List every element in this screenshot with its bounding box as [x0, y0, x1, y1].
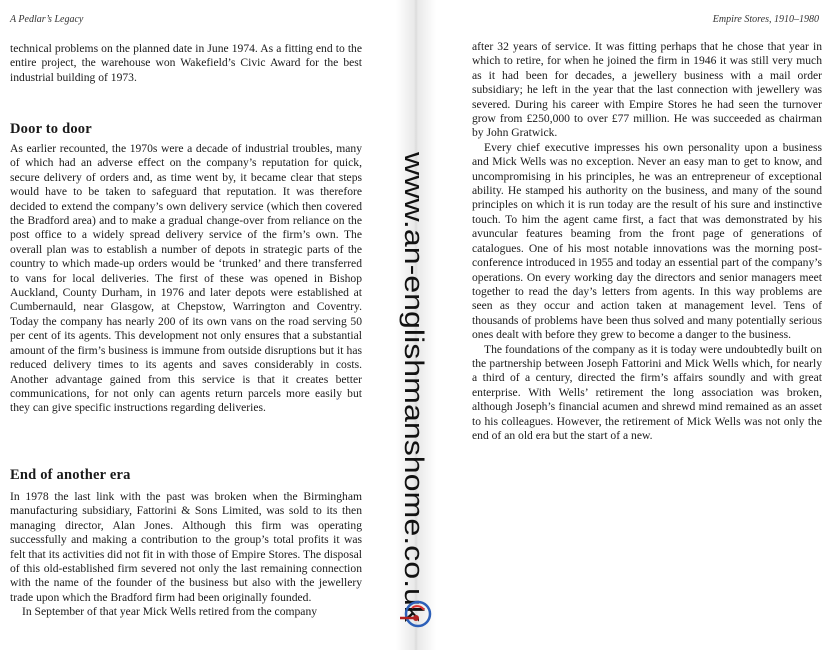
section-heading-door-to-door: Door to door	[10, 121, 92, 137]
section-door-to-door-body	[10, 142, 362, 416]
right-body	[472, 40, 822, 443]
section-door-to-door	[10, 122, 362, 136]
intro-paragraph: technical problems on the planned date in June 1974. As a fitting end to the entire project, the warehouse won Wakefield’s Civic Award for the best industrial building of 1973.	[10, 42, 362, 84]
section-heading-end-of-era: End of another era	[10, 467, 131, 483]
left-intro	[10, 42, 362, 85]
circle-logo-icon	[398, 596, 434, 632]
right-running-head: Empire Stores, 1910–1980	[712, 14, 819, 25]
right-paragraph-1: after 32 years of service. It was fitting perhaps that he chose that year in which to retire, for when he joined the firm in 1946 it was still very much as it had been for decades, a jewellery business with a mail order subsidiary; he left in the year that the last connection with jewellery was severed. During his career with Empire Stores he had seen the turnover grow from £250,000 to over £77 million. He was succeeded as chairman by John Gratwick.	[472, 40, 822, 140]
right-paragraph-2: Every chief executive impresses his own personality upon a business and Mick Wells was no exception. Never an easy man to get to know, and uncompromising in his principles, he was an entrepreneur of exceptional ability. He stamped his authority on the business, and many of the sound principles on which it is run today are the result of his sure and instinctive touch. To him the agent came first, a fact that was demonstrated by his avuncular features beaming from the front page of generations of catalogues. One of his most notable innovations was the morning post-conference introduced in 1955 and today an essential part of the company’s operations. On every working day the directors and senior managers meet together to read the day’s letters from agents. In this way problems are seen as they occur and action taken at management level. Tens of thousands of problems have been thus solved and many potentially serious ones dealt with before they grew to become a danger to the business.	[472, 140, 822, 342]
door-to-door-paragraph: As earlier recounted, the 1970s were a decade of industrial troubles, many of which had an adverse effect on the company’s reputation for quick, secure delivery of orders and, as time went by, it became clear that steps would have to be taken to safeguard that reputation. It was therefore decided to extend the company’s own delivery service (which then covered the Bradford area) and to make a gradual change-over from reliance on the post office to a widely spread delivery service of the firm’s own. The overall plan was to establish a number of depots in strategic parts of the country to which made-up orders would be ‘trunked’ and there transferred to vans for local deliveries. The first of these was opened in Bishop Auckland, County Durham, in 1976 and later depots were established at Cumbernauld, near Glasgow, at Chepstow, Warrington and Coventry. Today the company has nearly 200 of its own vans on the road serving 50 per cent of its agents. This development not only ensures that a substantial amount of the firm’s business is immune from outside disruptions but it has reduced delivery times to its agents and saves considerably in costs. Another advantage gained from this service is that it creates better communications, for not only can agents return parcels more easily but they can give specific instructions regarding deliveries.	[10, 142, 362, 415]
right-page	[430, 0, 833, 650]
end-of-era-paragraph-1: In 1978 the last link with the past was broken when the Birmingham manufacturing subsidiary, Fattorini & Sons Limited, was sold to its then managing director, Alan Jones. Although this firm was operating successfully and making a contribution to the group’s total profits it was felt that its activities did not fit in with those of Empire Stores. The disposal of this old-established firm severed not only the last remaining connection with the name of the founder of the business but also with the jewellery trade upon which the Bradford firm had been originally founded.	[10, 490, 362, 604]
left-running-head: A Pedlar’s Legacy	[10, 14, 84, 25]
section-end-of-era-body	[10, 490, 362, 620]
section-end-of-era	[10, 468, 362, 482]
watermark-text: www.an-englishmanshome.co.uk	[399, 152, 429, 547]
end-of-era-paragraph-2: In September of that year Mick Wells retired from the company	[22, 605, 318, 619]
right-paragraph-3: The foundations of the company as it is today were undoubtedly built on the partnership between Joseph Fattorini and Mick Wells which, for nearly a third of a century, directed the firm’s affairs soundly and with great enterprise. With Wells’ retirement the long association was broken, although Joseph’s financial acumen and shrewd mind remained as an asset to his colleagues. However, the retirement of Mick Wells was not only the end of an old era but the start of a new.	[472, 342, 822, 442]
watermark-svg	[394, 152, 434, 622]
watermark	[394, 152, 434, 622]
left-page	[0, 0, 400, 650]
